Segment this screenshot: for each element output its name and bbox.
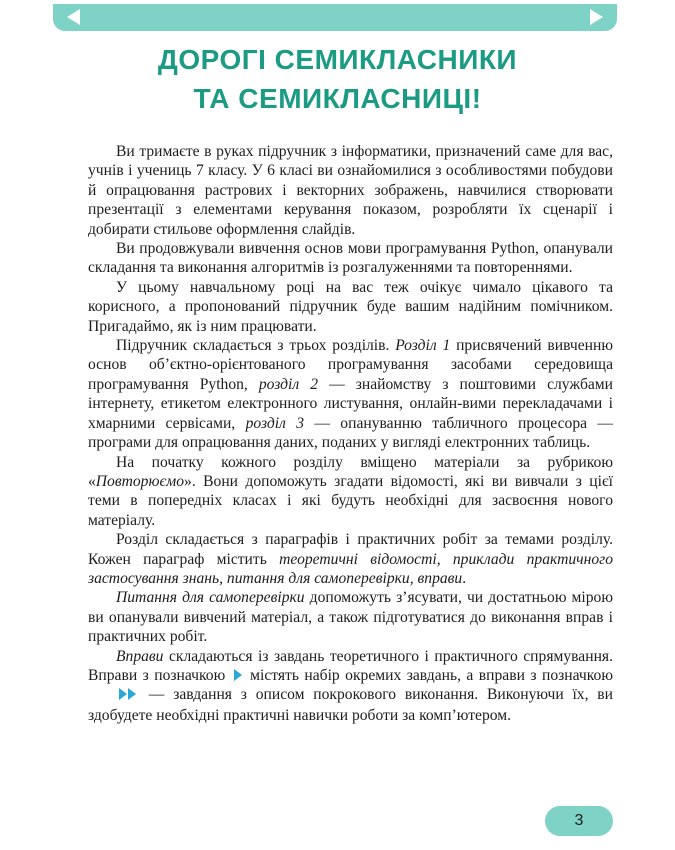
paragraph-6-text: . [462,569,467,587]
page-number: 3 [545,806,613,836]
header-bar [53,4,617,31]
paragraph-6 [88,530,613,588]
paragraph-4-text: — опануванню табличного процесора — програми для опрацювання даних, поданих у вигляді електронних таблиць. [88,414,613,452]
paragraph-5 [88,453,613,531]
paragraph-components: теоретичні відомості, приклади практичного застосування знань, питання для самоперевірки, вправи [88,550,613,587]
paragraph-5-text: ». Вони допоможуть згадати відомості, які ви вивчали з цієї теми в попередніх класах і які будуть необхідні для засвоєння нового матеріалу. [88,472,613,529]
paragraph-4-text: присвячений вивченню основ об’єктно-орієнтованого програмування засобами середовища програмування Python, [88,337,613,393]
paragraph-8 [88,647,613,726]
title-line-2: ТА СЕМИКЛАСНИЦІ! [193,83,482,114]
paragraph-2: Ви продовжували вивчення основ мови програмування Python, опанували складання та виконання алгоритмів із розгалуженнями та повтореннями. [88,240,613,277]
paragraph-4 [88,336,613,452]
title-line-1: ДОРОГІ СЕМИКЛАСНИКИ [157,44,518,75]
paragraph-7 [88,588,613,646]
section-3-ref: розділ 3 [245,414,304,432]
paragraph-1: Ви тримаєте в руках підручник з інформатики, призначений саме для вас, учнів і учениць 7 класу. У 6 класі ви ознайомилися з особливостями побудови й опрацювання растрових і векторних зображень, навчилися створювати презентації з елементами керування показом, розробляти їх сценарії і добирати стильове оформлення слайдів. [88,143,613,238]
section-1-ref: Розділ 1 [395,337,451,355]
paragraph-7-text: допоможуть з’ясувати, чи достатньою мірою ви опанували вивчений матеріал, а також підготуватися до виконання вправ і практичних робіт. [88,589,614,646]
triangle-right-icon [590,9,603,25]
self-check-term: Питання для самоперевірки [116,589,305,607]
triangle-right-icon [234,669,242,681]
paragraph-8-text: містять набір окремих завдань, а вправи з позначкою [244,666,613,684]
triangle-left-icon [67,9,80,25]
paragraph-6-text: Розділ складається з параграфів і практичних робіт за темами розділу. Кожен параграф містить [88,531,613,568]
exercises-term: Вправи [116,647,164,665]
paragraph-4-text: Підручник складається з трьох розділів. [116,337,396,355]
paragraph-4-text: — знайомству з поштовими службами інтернету, етикетом електронного листування, онлайн-вими перекладачами і хмарними сервісами, [88,375,614,432]
paragraph-5-text: На початку кожного розділу вміщено матеріали за рубрикою « [88,453,613,490]
double-triangle-right-icon [91,686,137,705]
rubric-name: Повторюємо [95,472,185,490]
section-2-ref: розділ 2 [258,375,319,393]
paragraph-8-text: — завдання з описом покрокового виконання. Виконуючи їх, ви здобудете необхідні практичні навички роботи за комп’ютером. [88,686,613,724]
body-text [88,142,613,725]
paragraph-3: У цьому навчальному році на вас теж очікує чимало цікавого та корисного, а пропонований підручник буде вашим надійним помічником. Пригадаймо, як із ним працювати. [88,278,613,335]
page-title [0,40,675,118]
paragraph-8-text: складаються із завдань теоретичного і практичного спрямування. Вправи з позначкою [88,647,613,684]
